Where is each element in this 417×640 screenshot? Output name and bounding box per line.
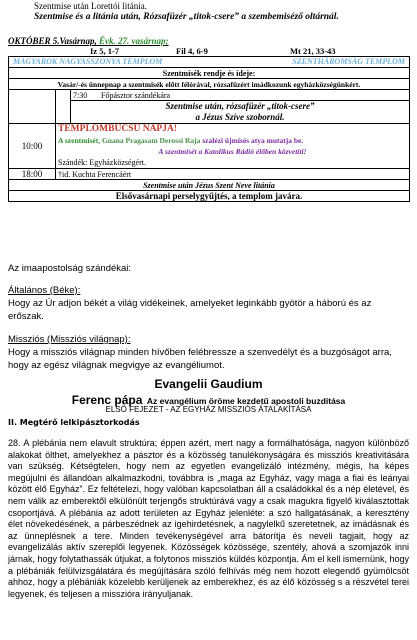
mass-schedule-table [8, 56, 410, 202]
holy-name-note: Szentmise után Jézus Szent Neve litánia [9, 180, 410, 191]
mission-intention-title: Missziós (Missziós világnap): [8, 334, 131, 345]
prayer-intro: Az imaapostolság szándékai: [8, 263, 132, 274]
reading-1: Iz 5, 1-7 [90, 46, 120, 56]
table-row [9, 180, 410, 191]
document-title: Evangelii Gaudium [154, 377, 263, 391]
table-row [9, 169, 410, 180]
mission-intention-text: Hogy a missziós világnap minden hívőben felébressze a szenvedélyt és a buzgóságot arra, hogy az egész világnak megvigye az evangéliumot. [8, 347, 392, 371]
schedule-title: Szentmisék rendje és ideje: [9, 68, 410, 79]
table-row [9, 90, 410, 101]
feast-title: TEMPLOMBÚCSÚ NAPJA! [58, 124, 178, 134]
celebrant-name: Gnana Pragasam Derossi Raja [101, 136, 201, 145]
collection-note: Elsővasárnapi perselygyűjtés, a templom javára. [9, 191, 410, 202]
date-prefix: OKTÓBER 5.Vasárnap, [8, 36, 97, 46]
table-row [9, 101, 410, 124]
mass-730-cell [71, 90, 410, 101]
celebrant-prefix: A szentmisét, [58, 136, 101, 145]
document-author: Ferenc pápa [71, 393, 143, 407]
reading-3: Mt 21, 33-43 [290, 46, 336, 56]
header-rosary-note: Szentmise és a litánia után, Rózsafüzér „titok-csere” a szembemiséző oltárnál. [34, 12, 339, 22]
rosary-after-cell [71, 101, 410, 124]
sunday-name: Évk. 27. vasárnap; [99, 36, 169, 46]
rosary-note: Szentmise után, rózsafüzér „titok-csere” [165, 101, 315, 111]
church-1: MAGYAROK NAGYASSZONYA TEMPLOM [13, 57, 163, 66]
mass-time: 7:30 [73, 90, 88, 100]
general-intention-text: Hogy az Úr adjon békét a világ vidékeinek, amelyeket leginkább gyötör a háború és az erőszak. [8, 298, 372, 322]
mass-intention: Szándék: Egyházközségért. [58, 158, 146, 167]
mass-time: 10:00 [9, 124, 56, 169]
mass-1000-cell [56, 124, 410, 169]
table-row [9, 68, 410, 79]
general-intention-title: Általános (Béke): [8, 285, 81, 296]
church-header-cell [9, 57, 410, 68]
church-2: SZENTHÁROMSÁG TEMPLOM [292, 57, 405, 66]
mass-intention: Főpásztor szándékára [101, 90, 171, 100]
header-note: Szentmise után Lorettói litánia. [34, 1, 147, 11]
reading-2: Fil 4, 6-9 [176, 46, 208, 56]
celebrant-line [58, 135, 407, 146]
date-line [8, 36, 169, 46]
table-row [9, 124, 410, 169]
table-row [9, 57, 410, 68]
chapter-title: ELSŐ FEJEZET - AZ EGYHÁZ MISSZIÓS ÁTALAKÍTÁSA [105, 405, 312, 414]
vigil-note: Vasár/-és ünnepnap a szentmisék előtt félórával, rózsafüzért imádkozunk egyházközségünkért. [9, 79, 410, 90]
table-row [9, 79, 410, 90]
mass-time: 18:00 [9, 169, 56, 180]
mass-intention: †id. Kuchta Ferencáért [56, 169, 410, 180]
radio-note: A szentmisét a Katolikus Rádió élőben közvetíti! [158, 147, 307, 156]
paragraph-28: 28. A plébánia nem elavult struktúra; éppen azért, mert nagy a formálhatósága, nagyon különböző alakokat ölthet, amelyekhez a pásztor és a közösség tanulékonyságára és missziós kreativitására van szükség. Kétségtelen, hogy nem az egyetlen evangelizáló intézmény, mégis, ha képes megújulni és állandóan alkalmazkodni, továbbra is „maga az Egyház, vagy maga a fiai és leányai között élő Egyház”. Ez feltételezi, hogy valóban kapcsolatban áll a családokkal és a nép életével, és nem válik az emberektől elkülönült terjengős struktúrává vagy a csak magukra figyelő kiválasztottak csoportjává. A plébánia az adott területen az Egyház jelenléte: a szó hallgatásának, a keresztény élet növekedésének, a párbeszédnek az igehirdetésnek, a nagylelkű szeretetnek, az imádásnak és az ünneplésnek a tere. Minden tevékenységével arra bátorítja és neveli tagjait, hogy az evangelizálás aktív szereplői legyenek. Közösségek közössége, szentély, ahová a szomjazók inni járnak, hogy folytathassák útjukat, a folytonos missziós küldés központja. Ám el kell ismernünk, hogy a plébániák felülvizsgálatára és megújítására szóló felhívás még nem hozott elegendő gyümölcsöt ahhoz, hogy a plébániák közelebb kerüljenek az emberekhez, és az élő közösség s a részvétel terei legyenek, és teljesen a misszióra irányuljanak. [8, 438, 409, 599]
table-row [9, 191, 410, 202]
sacred-heart-note: a Jézus Szíve szobornál. [195, 112, 285, 122]
document-subtitle: Az evangélium öröme kezdetű apostoli buzdítása [146, 396, 346, 406]
section-title: II. Megtérő lelkipásztorkodás [8, 418, 140, 427]
celebrant-suffix: szalézi újmisés atya mutatja be. [202, 136, 304, 145]
